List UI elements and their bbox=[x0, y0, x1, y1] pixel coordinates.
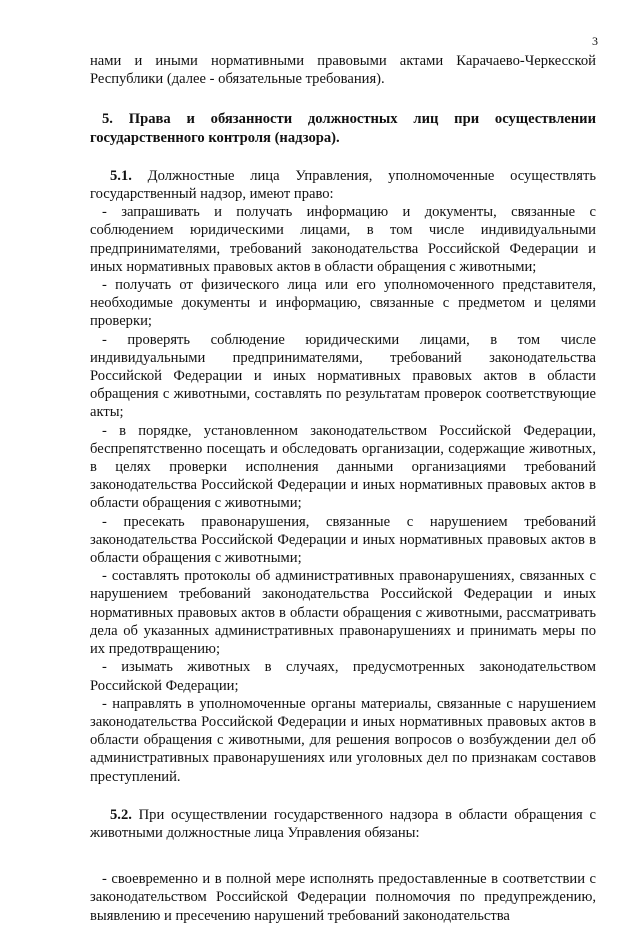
clause-5-2-lead bbox=[90, 806, 596, 842]
clause-5-1-item: - получать от физического лица или его уполномоченного представителя, необходимые документы и информацию, связанные с предметом и целями проверки; bbox=[90, 277, 596, 330]
section-heading: 5. Права и обязанности должностных лиц при осуществлении государственного контроля (надзора). bbox=[90, 111, 596, 146]
clause-5-2-item: - своевременно и в полной мере исполнять предоставленные в соответствии с законодательством Российской Федерации полномочия по предупреждению, выявлению и пресечению нарушений требований законодательства bbox=[90, 871, 596, 924]
clause-5-1-item: - запрашивать и получать информацию и документы, связанные с соблюдением юридическими лицами, в том числе индивидуальными предпринимателями, требований законодательства Российской Федерации и иных нормативных правовых актов в области обращения с животными; bbox=[90, 204, 596, 275]
clause-5-1-item: - в порядке, установленном законодательством Российской Федерации, беспрепятственно посещать и обследовать организации, содержащие животных, в целях проверки исполнения данными организациями требований законодательства Российской Федерации и иных нормативных правовых актов в области обращения с животными; bbox=[90, 422, 596, 512]
clause-5-1-number: 5.1. bbox=[110, 167, 132, 184]
intro-paragraph: нами и иными нормативными правовыми актами Карачаево-Черкесской Республики (далее - обязательные требования). bbox=[90, 53, 596, 88]
clause-5-1-lead bbox=[90, 167, 596, 203]
page-number: 3 bbox=[592, 34, 598, 48]
clause-5-2-number: 5.2. bbox=[110, 806, 132, 823]
clause-5-1-item: - изымать животных в случаях, предусмотренных законодательством Российской Федерации; bbox=[90, 659, 596, 694]
clause-5-1-item: - направлять в уполномоченные органы материалы, связанные с нарушением законодательства Российской Федерации и иных нормативных правовых актов в области обращения с животными, для решения вопросов о возбуждении дел об административных правонарушениях или уголовных дел по признакам составов преступлений. bbox=[90, 695, 596, 785]
clause-5-1-item: - пресекать правонарушения, связанные с нарушением требований законодательства Российской Федерации и иных нормативных правовых актов в области обращения с животными; bbox=[90, 513, 596, 567]
document-body bbox=[90, 52, 596, 925]
clause-5-1-text: Должностные лица Управления, уполномоченные осуществлять государственный надзор, имеют право: bbox=[90, 167, 596, 203]
clause-5-1-item: - составлять протоколы об административных правонарушениях, связанных с нарушением требований законодательства Российской Федерации и иных нормативных правовых актов в области обращения с животными, рассматривать дела об указанных административных правонарушениях и принимать меры по их предотвращению; bbox=[90, 568, 596, 658]
clause-5-1-item: - проверять соблюдение юридическими лицами, в том числе индивидуальными предпринимателями, требований законодательства Российской Федерации и иных нормативных правовых актов в области обращения с животными, составлять по результатам проверок соответствующие акты; bbox=[90, 331, 596, 421]
clause-5-2-text: При осуществлении государственного надзора в области обращения с животными должностные лица Управления обязаны: bbox=[90, 806, 596, 841]
